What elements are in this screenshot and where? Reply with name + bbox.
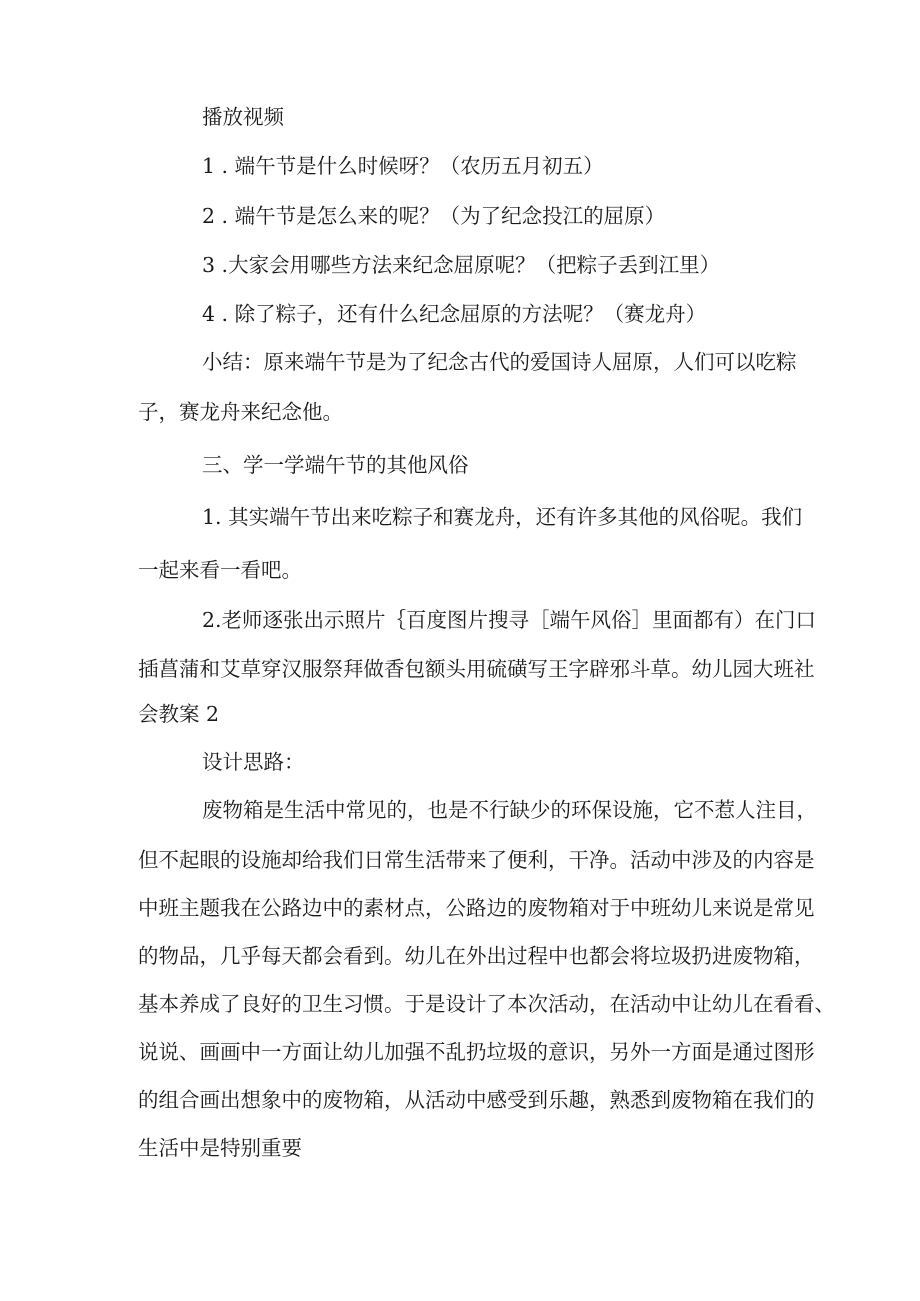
- custom-item-1-line-1: 1. 其实端午节出来吃粽子和赛龙舟，还有许多其他的风俗呢。我们: [202, 505, 803, 529]
- custom-item-1-line-2: 一起来看一看吧。: [138, 558, 302, 582]
- design-para-line-1: 废物箱是生活中常见的，也是不行缺少的环保设施，它不惹人注目，: [202, 798, 817, 822]
- design-para-line-6: 说说、画画中一方面让幼儿加强不乱扔垃圾的意识，另外一方面是通过图形: [138, 1040, 815, 1064]
- custom-item-2-line-3: 会教案 2: [138, 702, 220, 726]
- question-4: 4 . 除了粽子，还有什么纪念屈原的方法呢？（赛龙舟）: [202, 302, 707, 326]
- summary-line-1: 小结：原来端午节是为了纪念古代的爱国诗人屈原，人们可以吃粽: [202, 350, 797, 374]
- design-para-line-7: 的组合画出想象中的废物箱，从活动中感受到乐趣，熟悉到废物箱在我们的: [138, 1088, 815, 1112]
- design-para-line-3: 中班主题我在公路边中的素材点，公路边的废物箱对于中班幼儿来说是常见: [138, 896, 815, 920]
- question-2: 2 . 端午节是怎么来的呢？（为了纪念投江的屈原）: [202, 204, 666, 228]
- design-para-line-2: 但不起眼的设施却给我们日常生活带来了便利，干净。活动中涉及的内容是: [138, 848, 815, 872]
- custom-item-2-line-2: 插菖蒲和艾草穿汉服祭拜做香包额头用硫磺写王字辟邪斗草。幼儿园大班社: [138, 657, 815, 681]
- question-3: 3 .大家会用哪些方法来纪念屈原呢？（把粽子丢到江里）: [202, 253, 721, 277]
- custom-item-2-line-1: 2.老师逐张出示照片｛百度图片搜寻［端午风俗］里面都有）在门口: [202, 608, 817, 632]
- heading-play-video: 播放视频: [202, 105, 284, 129]
- design-heading: 设计思路：: [202, 750, 305, 774]
- question-1: 1 . 端午节是什么时候呀？（农历五月初五）: [202, 154, 604, 178]
- design-para-line-8: 生活中是特别重要: [138, 1136, 302, 1160]
- summary-line-2: 子，赛龙舟来纪念他。: [138, 400, 343, 424]
- design-para-line-5: 基本养成了良好的卫生习惯。于是设计了本次活动，在活动中让幼儿在看看、: [138, 992, 835, 1016]
- design-para-line-4: 的物品，几乎每天都会看到。幼儿在外出过程中也都会将垃圾扔进废物箱，: [138, 944, 815, 968]
- section-heading-3: 三、学一学端午节的其他风俗: [202, 453, 469, 477]
